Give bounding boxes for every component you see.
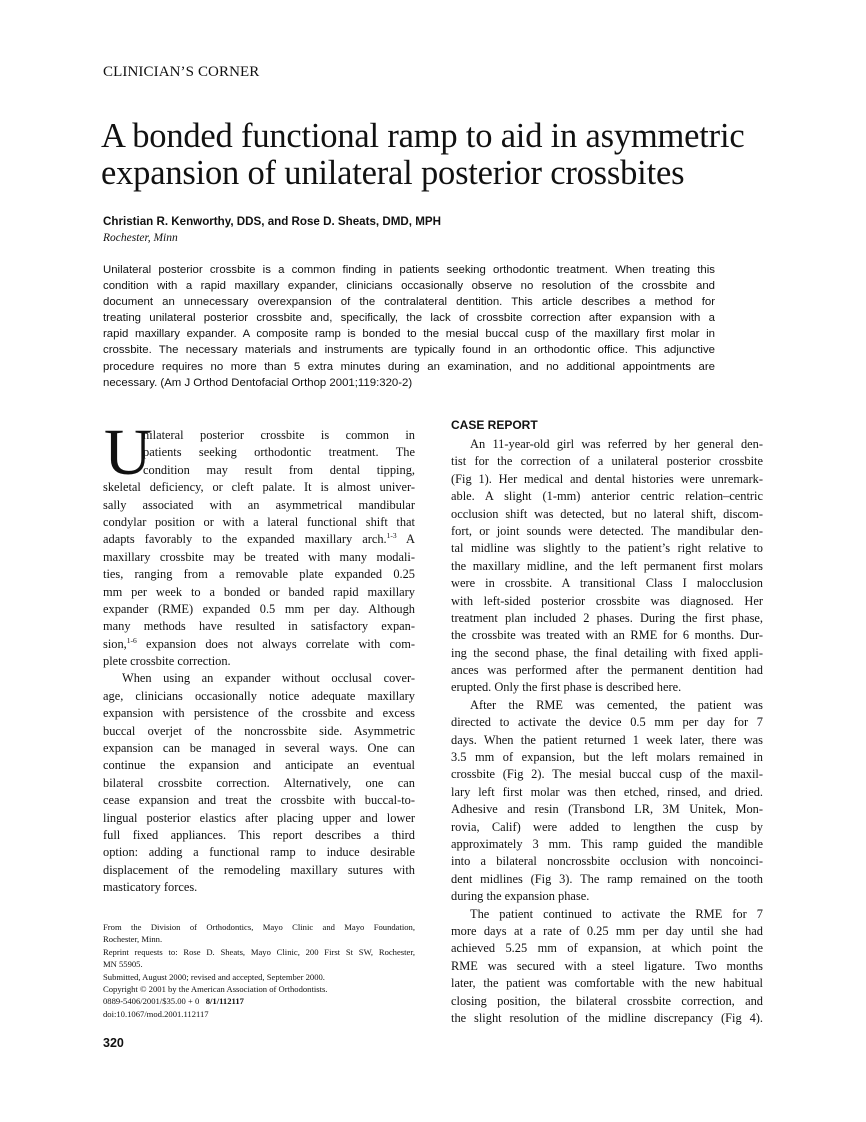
- body-line: the slight resolution of the midline discrepancy (Fig 4).: [451, 1010, 763, 1025]
- body-line: fort, or joint sounds were detected. The mandibular den-: [451, 523, 763, 538]
- body-line: were in crossbite. A transitional Class I malocclusion: [451, 576, 763, 591]
- body-line: the maxillary midline, and the left permanent first molars: [451, 558, 763, 573]
- body-line: The patient continued to activate the RME for 7: [470, 906, 763, 921]
- body-line: tal midline was slightly to the patient’s right relative to: [451, 541, 763, 556]
- page-number: 320: [103, 1036, 124, 1050]
- body-line: more days at a rate of 0.25 mm per day until she had: [451, 923, 763, 938]
- body-line-with-citation: [103, 636, 415, 653]
- body-line: buccal overjet of the noncrossbite side. Asymmetric: [103, 723, 415, 738]
- body-line: during the expansion phase.: [451, 889, 590, 904]
- body-line: many methods have resulted in satisfactory expan-: [103, 619, 415, 634]
- article-code: 8/1/112117: [205, 996, 244, 1007]
- body-line: lary left first molar was then etched, rinsed, and dried.: [451, 784, 763, 799]
- body-line: expansion can be managed in several ways. One can: [103, 741, 415, 756]
- body-line: expansion with persistence of the crossbite and excess: [103, 706, 415, 721]
- body-line: rovia, Calif) were added to lengthen the cusp by: [451, 819, 763, 834]
- abstract-line: treating unilateral posterior crossbite and, specifically, the lack of crossbite correction after expansion with a: [103, 312, 715, 325]
- abstract-line: condition with a rapid maxillary expander, clinicians occasionally observe no resolution of the crossbite and: [103, 280, 715, 293]
- authors: Christian R. Kenworthy, DDS, and Rose D. Sheats, DMD, MPH: [103, 215, 441, 228]
- case-report-column: [451, 436, 763, 1027]
- body-line: option: adding a functional ramp to induce desirable: [103, 845, 415, 860]
- body-text: sion,: [103, 636, 127, 651]
- abstract-line: crossbite. The necessary materials and instruments are typically found in an orthodontic office. This adjunctive: [103, 344, 715, 357]
- body-text: expansion does not always correlate with com-: [136, 636, 415, 651]
- body-line: treatment plan included 2 phases. During the first phase,: [451, 610, 763, 625]
- body-line: cease expansion and treat the crossbite with buccal-to-: [103, 793, 415, 808]
- intro-column: [103, 427, 415, 897]
- body-line: the crossbite was treated with an RME for 6 months. Dur-: [451, 628, 763, 643]
- body-line: approximately 3 mm. This ramp guided the mandible: [451, 836, 763, 851]
- body-line: bilateral crossbite correction. Alternatively, one can: [103, 775, 415, 790]
- body-line: nilateral posterior crossbite is common in: [143, 428, 415, 442]
- body-line: achieved 5.25 mm of expansion, at which point the: [451, 941, 763, 956]
- body-line: dent midlines (Fig 3). The ramp remained on the tooth: [451, 871, 763, 886]
- body-line: displacement of the remodeling maxillary sutures with: [103, 862, 415, 877]
- title-line-2: expansion of unilateral posterior crossbites: [101, 154, 685, 192]
- footnote-issn: [103, 995, 415, 1007]
- abstract-line: rapid maxillary expander. A composite ramp is bonded to the mesial buccal cusp of the maxillary first molar in: [103, 328, 715, 341]
- body-line: later, the patient was comfortable with the new habitual: [451, 976, 763, 991]
- body-line: skeletal deficiency, or cleft palate. It is almost univer-: [103, 480, 415, 495]
- body-text: A: [396, 532, 415, 547]
- body-line: ances was performed after the permanent dentition had: [451, 663, 763, 678]
- body-line: 3.5 mm of expansion, but the left molars remained in: [451, 750, 763, 765]
- body-line: with left-sided posterior crossbite was diagnosed. Her: [451, 593, 763, 608]
- body-line: into a bilateral noncrossbite occlusion with noncoinci-: [451, 854, 763, 869]
- body-line: After the RME was cemented, the patient was: [470, 697, 763, 712]
- footnote-reprint: MN 55905.: [103, 959, 143, 970]
- body-line: lingual posterior elastics after placing upper and lower: [103, 810, 415, 825]
- article-title: [101, 118, 744, 192]
- body-line: erupted. Only the first phase is described here.: [451, 680, 682, 695]
- body-line: An 11-year-old girl was referred by her general den-: [470, 437, 763, 451]
- abstract-line: procedure requires no more than 5 extra minutes during an examination, and no additional appointments are: [103, 360, 715, 373]
- abstract-line: document an unnecessary overexpansion of the contralateral dentition. This article describes a method for: [103, 296, 715, 309]
- body-line: condition may result from dental tipping,: [143, 462, 415, 477]
- body-line: occlusion shift was detected, but no lateral shift, discom-: [451, 506, 763, 521]
- footnote-copyright: Copyright © 2001 by the American Association of Orthodontists.: [103, 984, 328, 995]
- body-line: (Fig 1). Her medical and dental histories were unremark-: [451, 471, 763, 486]
- body-line: condylar position or with a lateral functional shift that: [103, 514, 415, 529]
- body-line: plete crossbite correction.: [103, 654, 231, 669]
- body-line: maxillary crossbite may be treated with many modali-: [103, 549, 415, 564]
- body-line: directed to activate the device 0.5 mm per day for 7: [451, 715, 763, 730]
- footnote-submitted: Submitted, August 2000; revised and accepted, September 2000.: [103, 971, 325, 982]
- issn-code: 0889-5406/2001/$35.00 + 0: [103, 996, 200, 1007]
- abstract: [103, 262, 715, 391]
- body-line: ties, ranging from a removable plate expanded 0.25: [103, 567, 415, 582]
- body-line: crossbite (Fig 2). The mesial buccal cusp of the maxil-: [451, 767, 763, 782]
- body-line: ing the second phase, the final detailing with fixed appli-: [451, 645, 763, 660]
- body-line-with-citation: [103, 531, 415, 548]
- citation-ref: 1-3: [386, 531, 397, 541]
- footnote-affiliation: Rochester, Minn.: [103, 934, 163, 945]
- body-line: closing position, the bilateral crossbite correction, and: [451, 993, 763, 1008]
- abstract-line: Unilateral posterior crossbite is a common finding in patients seeking orthodontic treatment. When treating this: [103, 264, 715, 276]
- case-report-heading: CASE REPORT: [451, 418, 538, 432]
- title-line-1: A bonded functional ramp to aid in asymmetric: [101, 117, 745, 155]
- section-label: CLINICIAN’S CORNER: [103, 64, 260, 80]
- body-line: mm per week to a bonded or banded rapid maxillary: [103, 584, 415, 599]
- body-line: Adhesive and resin (Transbond LR, 3M Unitek, Mon-: [451, 802, 763, 817]
- abstract-line: necessary. (Am J Orthod Dentofacial Orthop 2001;119:320-2): [103, 376, 413, 389]
- footnote-reprint: Reprint requests to: Rose D. Sheats, Mayo Clinic, 200 First St SW, Rochester,: [103, 946, 415, 957]
- body-line: sally associated with an asymmetrical mandibular: [103, 497, 415, 512]
- footnotes: [103, 921, 415, 1020]
- body-line: able. A slight (1-mm) anterior centric relation–centric: [451, 489, 763, 504]
- body-line: When using an expander without occlusal cover-: [122, 671, 415, 686]
- footnote-affiliation: From the Division of Orthodontics, Mayo Clinic and Mayo Foundation,: [103, 922, 415, 932]
- body-line: full fixed appliances. This report describes a third: [103, 827, 415, 842]
- footnote-doi: doi:10.1067/mod.2001.112117: [103, 1008, 209, 1019]
- body-line: tist for the correction of a unilateral posterior crossbite: [451, 454, 763, 469]
- body-line: expander (RME) expanded 0.5 mm per day. Although: [103, 601, 415, 616]
- body-line: patients seeking orthodontic treatment. The: [143, 445, 415, 460]
- body-line: age, clinicians occasionally notice adequate maxillary: [103, 688, 415, 703]
- body-line: continue the expansion and anticipate an eventual: [103, 758, 415, 773]
- body-line: RME was secured with a steel ligature. Two months: [451, 958, 763, 973]
- body-line: days. When the patient returned 1 week later, there was: [451, 732, 763, 747]
- author-location: Rochester, Minn: [103, 232, 178, 244]
- drop-cap: U: [104, 416, 152, 489]
- citation-ref: 1-6: [126, 635, 137, 645]
- body-line: masticatory forces.: [103, 880, 198, 895]
- body-text: adapts favorably to the expanded maxillary arch.: [103, 532, 387, 547]
